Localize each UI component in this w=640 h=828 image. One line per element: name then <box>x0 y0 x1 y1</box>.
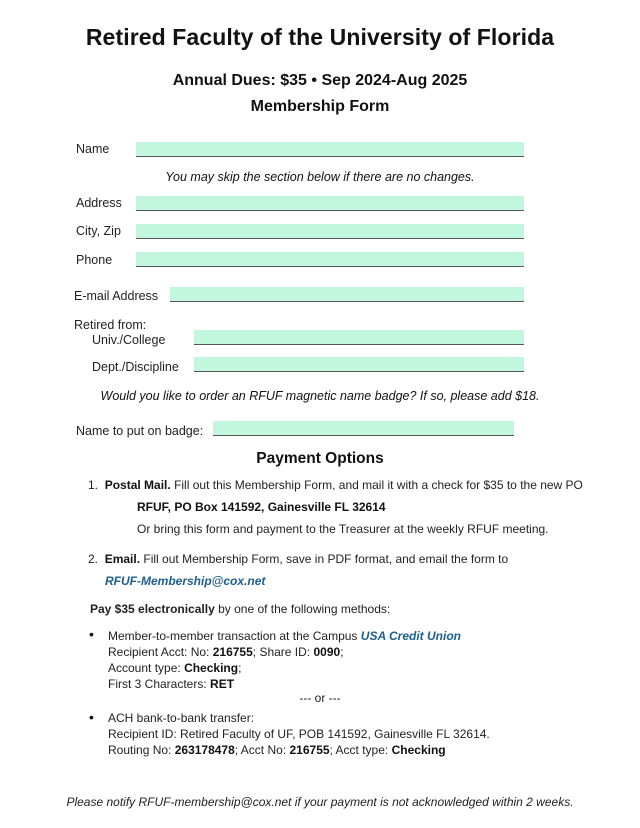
name-field[interactable] <box>136 142 524 157</box>
ach-acct-label: ; Acct No: <box>234 743 287 757</box>
postal-text: Fill out this Membership Form, and mail it with a check for $35 to the new PO <box>174 478 583 492</box>
m2m-chars-label: First 3 Characters: <box>108 677 207 691</box>
or-divider: --- or --- <box>299 691 341 705</box>
phone-field[interactable] <box>136 252 524 267</box>
email-text: Fill out Membership Form, save in PDF format, and email the form to <box>143 552 509 566</box>
form-title: Membership Form <box>250 98 390 115</box>
m2m-share-label: ; Share ID: <box>252 645 311 659</box>
postal-number: 1. <box>88 478 99 492</box>
m2m-share-end: ; <box>340 645 344 659</box>
email-label: E-mail Address <box>74 289 159 303</box>
ach-block <box>108 710 618 758</box>
email-field[interactable] <box>170 287 524 302</box>
badge-name-field[interactable] <box>213 421 514 436</box>
postal-option <box>88 477 608 493</box>
city-zip-label: City, Zip <box>76 224 121 238</box>
college-field[interactable] <box>194 330 524 345</box>
credit-union-link[interactable]: USA Credit Union <box>360 629 461 643</box>
electronic-line <box>90 601 390 617</box>
m2m-type: Checking <box>184 661 239 675</box>
email-number: 2. <box>88 552 99 566</box>
dept-field[interactable] <box>194 357 524 372</box>
page-title: Retired Faculty of the University of Florida <box>85 24 555 50</box>
phone-label: Phone <box>76 253 113 267</box>
ach-type: Checking <box>391 743 446 757</box>
footer-note: Please notify RFUF-membership@cox.net if your payment is not acknowledged within 2 weeks. <box>66 795 574 809</box>
retired-from-label: Retired from: <box>74 318 147 332</box>
ach-routing-label: Routing No: <box>108 743 172 757</box>
address-field[interactable] <box>136 196 524 211</box>
ach-acct: 216755 <box>289 743 330 757</box>
postal-address: RFUF, PO Box 141592, Gainesville FL 32614 <box>137 500 386 514</box>
m2m-type-end: ; <box>238 661 242 675</box>
m2m-chars: RET <box>210 677 235 691</box>
postal-title: Postal Mail. <box>104 478 171 492</box>
ach-routing: 263178478 <box>174 743 235 757</box>
m2m-type-label: Account type: <box>108 661 181 675</box>
m2m-block <box>108 628 608 692</box>
bullet-m2m: • <box>89 626 94 642</box>
skip-note: You may skip the section below if there are no changes. <box>165 170 475 184</box>
ach-line1: ACH bank-to-bank transfer: <box>108 711 255 725</box>
m2m-share: 0090 <box>313 645 341 659</box>
email-title: Email. <box>104 552 141 566</box>
college-label: Univ./College <box>92 333 166 347</box>
postal-alt: Or bring this form and payment to the Treasurer at the weekly RFUF meeting. <box>137 522 549 536</box>
city-zip-field[interactable] <box>136 224 524 239</box>
dues-line: Annual Dues: $35 • Sep 2024-Aug 2025 <box>172 72 468 89</box>
email-address-link[interactable]: RFUF-Membership@cox.net <box>105 574 266 588</box>
email-option <box>88 551 608 567</box>
m2m-acct-label: Recipient Acct: No: <box>108 645 210 659</box>
ach-recipient: Recipient ID: Retired Faculty of UF, POB 141592, Gainesville FL 32614. <box>108 727 490 741</box>
electronic-prefix: Pay $35 electronically <box>90 602 215 616</box>
ach-type-label: ; Acct type: <box>329 743 389 757</box>
dept-label: Dept./Discipline <box>92 360 179 374</box>
m2m-line1: Member-to-member transaction at the Campus <box>108 629 358 643</box>
badge-note: Would you like to order an RFUF magnetic name badge? If so, please add $18. <box>100 389 540 403</box>
badge-name-label: Name to put on badge: <box>76 424 204 438</box>
electronic-suffix: by one of the following methods: <box>218 602 391 616</box>
name-label: Name <box>76 142 110 156</box>
address-label: Address <box>76 196 122 210</box>
payment-heading: Payment Options <box>256 450 384 467</box>
m2m-acct: 216755 <box>212 645 253 659</box>
bullet-ach: • <box>89 709 94 725</box>
